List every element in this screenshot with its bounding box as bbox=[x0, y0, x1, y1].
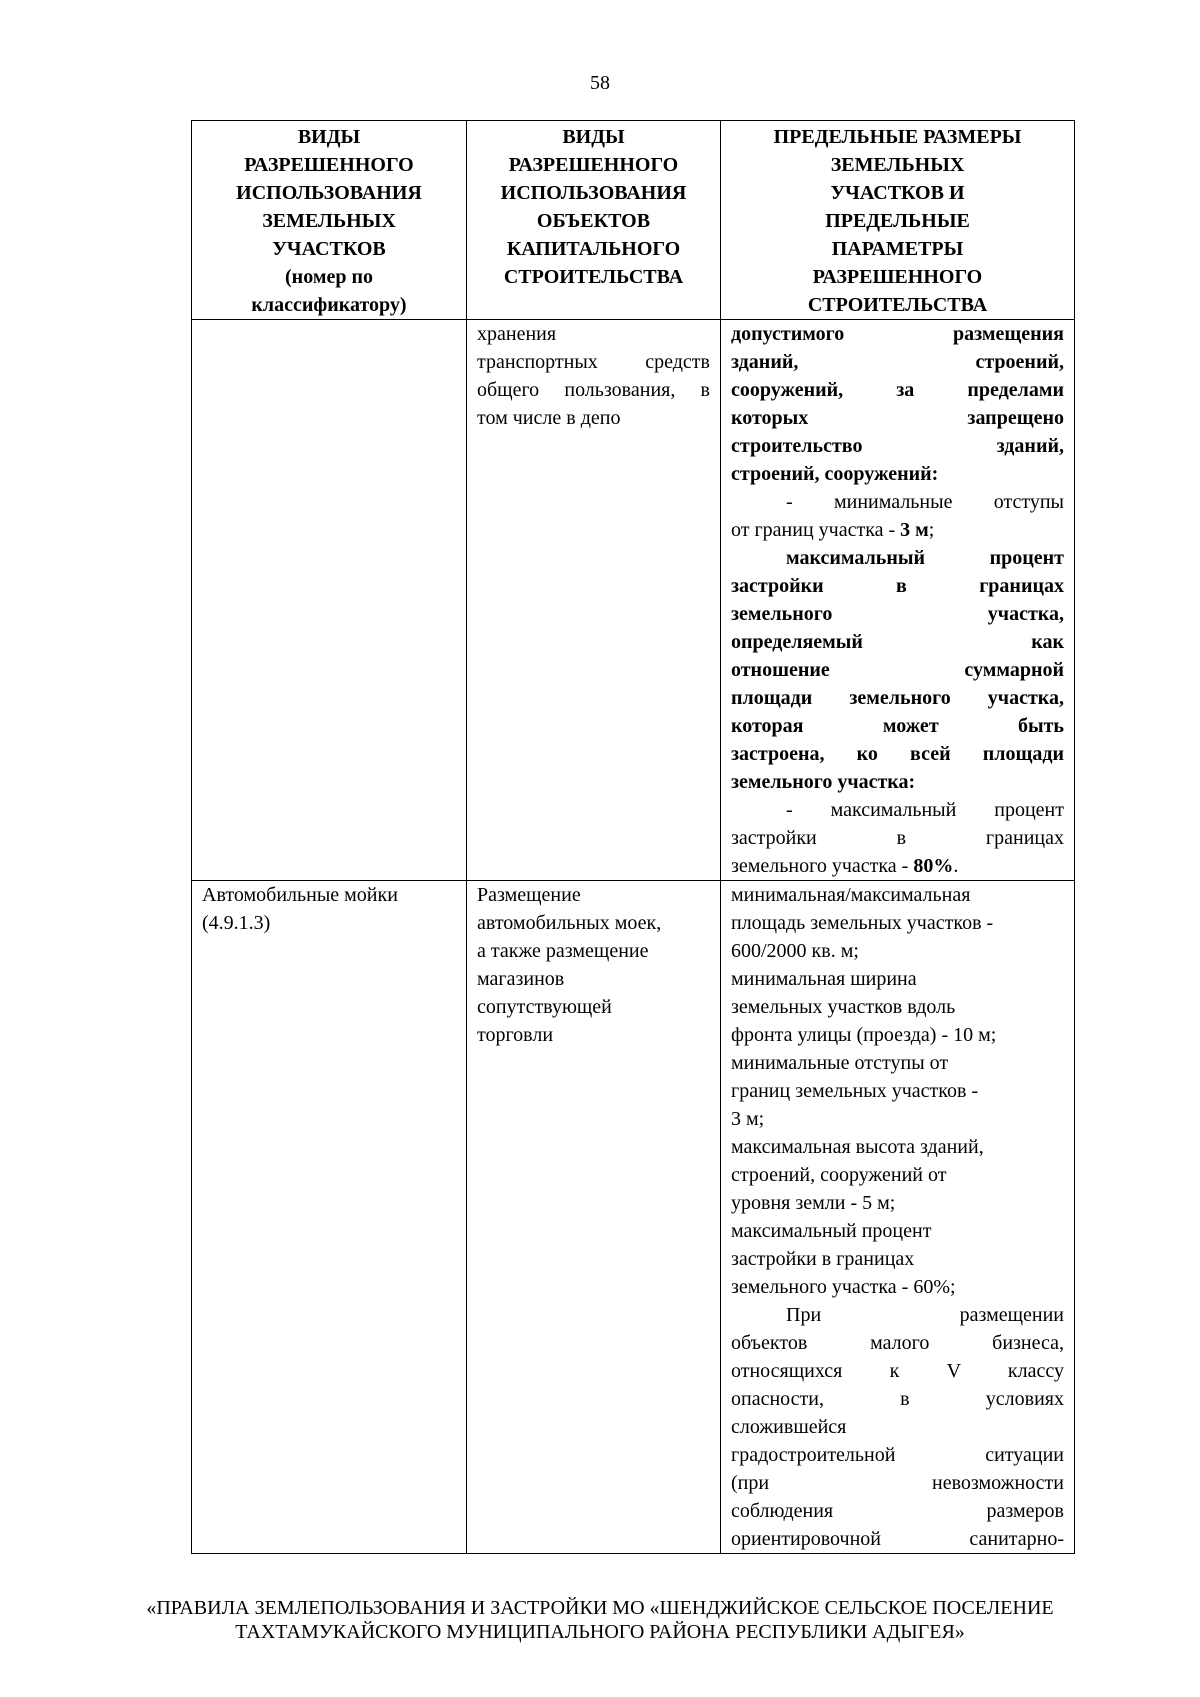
zoning-table bbox=[191, 120, 1075, 1554]
header-line: ИСПОЛЬЗОВАНИЯ bbox=[500, 182, 687, 204]
text-line: площади земельного участка, bbox=[731, 687, 1064, 709]
text-line: земельных участков вдоль bbox=[731, 996, 956, 1018]
header-line: УЧАСТКОВ bbox=[272, 238, 386, 260]
text-line: При размещении bbox=[786, 1304, 1064, 1326]
header-line: ВИДЫ bbox=[297, 126, 361, 148]
header-col-capital-construction bbox=[467, 121, 721, 320]
text-line: максимальный процент bbox=[731, 1220, 932, 1242]
text-line: объектов малого бизнеса, bbox=[731, 1332, 1064, 1354]
text-line: которых запрещено bbox=[731, 407, 1064, 429]
text-line: земельного участка - 60%; bbox=[731, 1276, 956, 1298]
page-number: 58 bbox=[590, 72, 610, 94]
text-line: транспортных средств bbox=[477, 351, 710, 373]
header-col-land-use bbox=[192, 121, 467, 320]
text-line bbox=[731, 516, 1064, 544]
text-line: минимальная ширина bbox=[731, 968, 917, 990]
text-line: - максимальный процент bbox=[786, 799, 1064, 821]
row2-col3-parameters bbox=[721, 881, 1075, 1554]
text-line: отношение суммарной bbox=[731, 659, 1064, 681]
text-line: застройки в границах bbox=[731, 827, 1064, 849]
table-row bbox=[192, 881, 1075, 1554]
row1-col3-parameters bbox=[721, 320, 1075, 881]
text-fragment: ; bbox=[928, 519, 935, 541]
text-line: допустимого размещения bbox=[731, 323, 1064, 345]
header-line: СТРОИТЕЛЬСТВА bbox=[503, 266, 684, 288]
text-line: определяемый как bbox=[731, 631, 1064, 653]
text-line: застроена, ко всей площади bbox=[731, 743, 1064, 765]
text-line: хранения bbox=[477, 323, 557, 345]
text-fragment: . bbox=[953, 855, 959, 877]
row2-col1-land-use bbox=[192, 881, 467, 1554]
text-line: Размещение bbox=[477, 884, 581, 906]
text-line: зданий, строений, bbox=[731, 351, 1064, 373]
text-fragment: земельного участка - bbox=[731, 855, 914, 877]
text-line: (4.9.1.3) bbox=[202, 912, 271, 934]
text-line: максимальная высота зданий, bbox=[731, 1136, 984, 1158]
text-line: сооружений, за пределами bbox=[731, 379, 1064, 401]
text-line: строений, сооружений: bbox=[731, 463, 939, 485]
header-line: ВИДЫ bbox=[562, 126, 625, 148]
header-line: РАЗРЕШЕННОГО bbox=[508, 154, 679, 176]
header-line: РАЗРЕШЕННОГО bbox=[812, 266, 983, 288]
text-line: относящихся к V классу bbox=[731, 1360, 1064, 1382]
header-line: ПРЕДЕЛЬНЫЕ bbox=[825, 210, 970, 232]
text-line: строительство зданий, bbox=[731, 435, 1064, 457]
text-line: земельного участка, bbox=[731, 603, 1064, 625]
text-line: площадь земельных участков - bbox=[731, 912, 994, 934]
text-line: опасности, в условиях bbox=[731, 1388, 1064, 1410]
footer-line: ТАХТАМУКАЙСКОГО МУНИЦИПАЛЬНОГО РАЙОНА РЕСПУБЛИКИ АДЫГЕЯ» bbox=[235, 1621, 965, 1643]
header-line: классификатору) bbox=[251, 294, 407, 316]
text-line: границ земельных участков - bbox=[731, 1080, 979, 1102]
text-line: строений, сооружений от bbox=[731, 1164, 947, 1186]
text-line bbox=[731, 852, 1064, 880]
text-line: соблюдения размеров bbox=[731, 1500, 1064, 1522]
text-line: общего пользования, в bbox=[477, 379, 710, 401]
text-line: (при невозможности bbox=[731, 1472, 1064, 1494]
header-line: РАЗРЕШЕННОГО bbox=[244, 154, 414, 176]
text-line: фронта улицы (проезда) - 10 м; bbox=[731, 1024, 997, 1046]
text-fragment-bold: 80% bbox=[913, 855, 954, 877]
text-line: уровня земли - 5 м; bbox=[731, 1192, 896, 1214]
row1-col2-description bbox=[467, 320, 721, 881]
text-line: сложившейся bbox=[731, 1416, 847, 1438]
document-footer bbox=[0, 1596, 1200, 1644]
header-line: СТРОИТЕЛЬСТВА bbox=[807, 294, 988, 316]
header-line: ОБЪЕКТОВ bbox=[536, 210, 651, 232]
text-line: магазинов bbox=[477, 968, 565, 990]
footer-line: «ПРАВИЛА ЗЕМЛЕПОЛЬЗОВАНИЯ И ЗАСТРОЙКИ МО «ШЕНДЖИЙСКОЕ СЕЛЬСКОЕ ПОСЕЛЕНИЕ bbox=[146, 1597, 1054, 1619]
text-line: застройки в границах bbox=[731, 575, 1064, 597]
header-line: ПРЕДЕЛЬНЫЕ РАЗМЕРЫ bbox=[773, 126, 1022, 148]
text-line: том числе в депо bbox=[477, 407, 621, 429]
text-line: которая может быть bbox=[731, 715, 1064, 737]
header-line: КАПИТАЛЬНОГО bbox=[506, 238, 681, 260]
header-line: ПАРАМЕТРЫ bbox=[831, 238, 964, 260]
text-fragment-bold: 3 м bbox=[900, 519, 929, 541]
text-line: - минимальные отступы bbox=[786, 491, 1064, 513]
text-line: автомобильных моек, bbox=[477, 912, 662, 934]
text-line: минимальные отступы от bbox=[731, 1052, 949, 1074]
text-line: минимальная/максимальная bbox=[731, 884, 971, 906]
header-line: ЗЕМЕЛЬНЫХ bbox=[830, 154, 965, 176]
text-line: 600/2000 кв. м; bbox=[731, 940, 859, 962]
text-line: ориентировочной санитарно- bbox=[731, 1528, 1064, 1550]
text-line: 3 м; bbox=[731, 1108, 765, 1130]
row1-col1-empty bbox=[192, 320, 467, 881]
text-line: максимальный процент bbox=[786, 547, 1064, 569]
table-header-row bbox=[192, 121, 1075, 320]
text-fragment: от границ участка - bbox=[731, 519, 901, 541]
header-line: (номер по bbox=[285, 266, 373, 288]
header-line: УЧАСТКОВ И bbox=[830, 182, 965, 204]
text-line: Автомобильные мойки bbox=[202, 884, 398, 906]
text-line: сопутствующей bbox=[477, 996, 612, 1018]
text-line: градостроительной ситуации bbox=[731, 1444, 1064, 1466]
text-line: земельного участка: bbox=[731, 771, 916, 793]
table-row bbox=[192, 320, 1075, 881]
row2-col2-description bbox=[467, 881, 721, 1554]
header-col-limits bbox=[721, 121, 1075, 320]
header-line: ЗЕМЕЛЬНЫХ bbox=[262, 210, 396, 232]
text-line: застройки в границах bbox=[731, 1248, 915, 1270]
text-line: торговли bbox=[477, 1024, 554, 1046]
header-line: ИСПОЛЬЗОВАНИЯ bbox=[236, 182, 422, 204]
text-line: а также размещение bbox=[477, 940, 649, 962]
